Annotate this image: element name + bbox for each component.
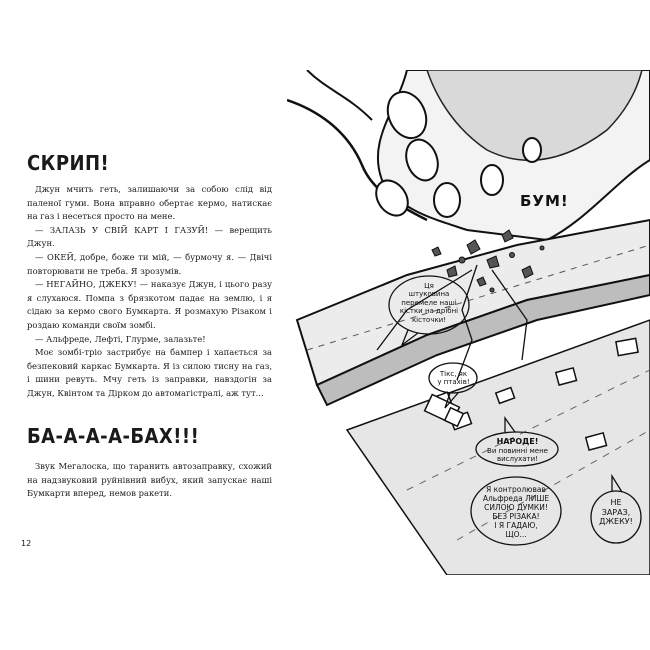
speech-bubble-people [480, 437, 555, 463]
bubble-line: Я контролював [486, 485, 546, 494]
speech-bubble-jack [593, 498, 639, 527]
story-text-block [27, 460, 272, 501]
page-number: 12 [21, 539, 32, 548]
sound-effect-heading: БА-А-А-А-БАХ!!! [27, 424, 200, 448]
bubble-line: БЕЗ РІЗАКА! [492, 512, 540, 521]
sound-effect-heading: СКРИП! [27, 151, 110, 175]
sound-effect-boom: БУМ! [520, 192, 569, 210]
bubble-line: Ця [424, 282, 434, 290]
bubble-line: НЕ [610, 498, 622, 507]
bubble-line: Альфреда ЛИШЕ [482, 494, 550, 503]
speech-bubble-bird [431, 370, 476, 387]
paragraph: — ЗАЛАЗЬ У СВІЙ КАРТ І ГАЗУЙ! — верещить Джун. [27, 224, 272, 249]
paragraph: Джун мчить геть, залишаючи за собою слід від паленої гуми. Вона вправно обертає кермо, натискає на газ і несеться просто на мене. [27, 184, 272, 222]
story-text-block [27, 183, 272, 401]
bubble-line: кістки на дрібні [399, 307, 459, 316]
bubble-line: кісточки! [411, 315, 447, 324]
monster-tentacle [287, 70, 650, 240]
paragraph: — Альфреде, Лефті, Глурме, залазьте! [35, 333, 206, 344]
bubble-line: ДЖЕКУ! [599, 517, 633, 527]
bubble-line: Ви повинні мене [487, 446, 548, 455]
bubble-line: Тікс, як [439, 370, 468, 378]
bubble-line: СИЛОЮ ДУМКИ! [484, 503, 548, 512]
paragraph: Звук Мегалоска, що таранить автозаправку, схожий на надзвуковий руйнівний вибух, який запускає наші Бумкарти вперед, немов ракети. [27, 461, 272, 499]
bubble-line: І Я ГАДАЮ, [494, 521, 538, 530]
bubble-line: штуковина [408, 290, 450, 299]
speech-bubble-bones [394, 282, 464, 324]
bubble-line: перемеле наші [401, 298, 457, 307]
bubble-line: вислухати! [496, 454, 538, 463]
bubble-line: НАРОДЕ! [496, 437, 539, 446]
bubble-line: ЗАРАЗ, [601, 507, 631, 517]
left-page [0, 0, 287, 650]
bubble-line: ЩО... [505, 530, 527, 539]
paragraph: — НЕГАЙНО, ДЖЕКУ! — наказує Джун, і цього разу я слухаюся. Помпа з брязкотом падає на землю, і я сідаю за кермо свого Бумкарта. Я розмахую Різаком і роздаю команди своїм зомбі. [27, 279, 272, 330]
speech-bubble-alfred [476, 485, 556, 539]
paragraph: Моє зомбі-тріо застрибує на бампер і хапається за безпековий каркас Бумкарта. Я із силою тисну на газ, і шини ревуть. Мчу геть із заправки, навздогін за Джун, Квінтом та Дірком до автомагістралі, аж тут... [27, 347, 272, 398]
paragraph: — ОКЕЙ, добре, боже ти мій, — бурмочу я. — Двічі повторювати не треба. Я зрозумів. [27, 251, 272, 276]
bubble-line: у птахів! [437, 378, 470, 387]
